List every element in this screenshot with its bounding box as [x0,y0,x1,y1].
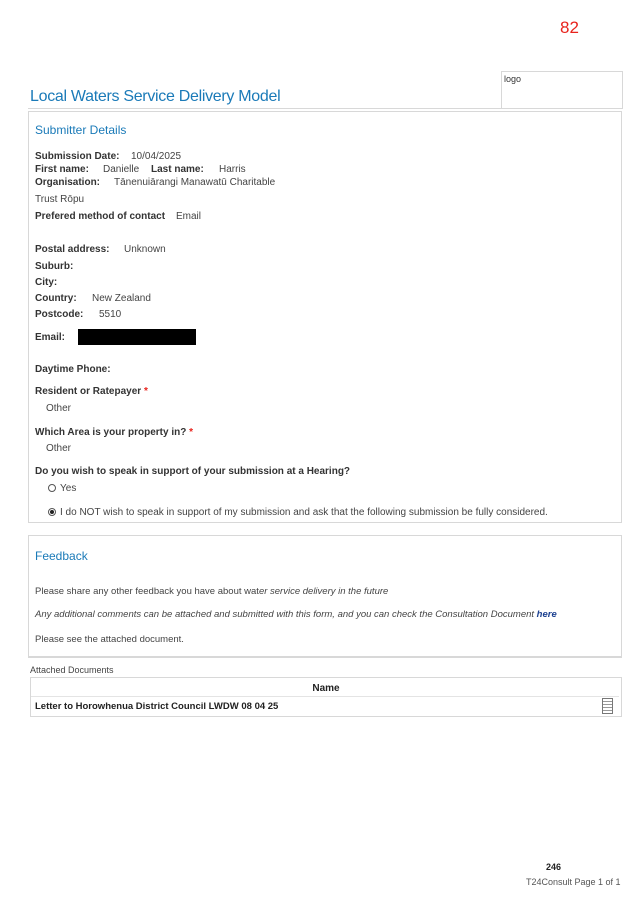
feedback-heading: Feedback [35,549,88,563]
title-divider [28,108,622,109]
resident-value: Other [46,403,72,414]
page-title: Local Waters Service Delivery Model [30,88,281,105]
postcode-value: 5510 [99,309,122,320]
first-name-label: First name: [35,164,89,175]
submission-date-label: Submission Date: [35,151,120,162]
attachments-divider [28,657,622,658]
postcode-label: Postcode: [35,309,84,320]
table-row[interactable] [31,696,619,715]
footer-page-count: 246 [546,862,562,872]
feedback-note-text: Any additional comments can be attached and submitted with this form, and you can check the Consultation Document [35,609,537,620]
postal-address-value: Unknown [124,244,166,255]
email-label: Email: [35,332,66,343]
feedback-prompt [35,586,388,597]
submission-date-value: 10/04/2025 [131,151,182,162]
postal-address-label: Postal address: [35,244,110,255]
radio-icon[interactable] [48,484,56,492]
required-mark: * [189,427,194,438]
page-number: 82 [560,18,579,37]
feedback-prompt-italic: er service delivery in the future [258,586,389,597]
city-label: City: [35,277,58,288]
hearing-yes-label: Yes [60,483,77,494]
table-header-name: Name [312,683,340,694]
organisation-label: Organisation: [35,177,101,188]
country-label: Country: [35,293,77,304]
last-name-label: Last name: [151,164,204,175]
organisation-value-cont: Trust Rōpu [35,194,85,205]
hearing-no-label: I do NOT wish to speak in support of my submission and ask that the following submission be fully considered. [60,507,548,518]
contact-method-value: Email [176,211,202,222]
suburb-label: Suburb: [35,261,74,272]
area-label: Which Area is your property in? [35,427,187,438]
resident-question [35,386,148,397]
attached-documents-table [30,677,622,717]
hearing-no-option[interactable] [48,507,548,518]
feedback-prompt-text: Please share any other feedback you have about wat [35,586,259,597]
footer-text: T24Consult Page 1 of 1 [526,877,621,887]
first-name-value: Danielle [103,164,140,175]
document-name[interactable]: Letter to Horowhenua District Council LWDW 08 04 25 [35,701,279,712]
submitter-details-heading: Submitter Details [35,123,127,137]
logo-placeholder [501,71,623,109]
logo-text: logo [504,74,522,84]
area-question [35,427,193,438]
area-value: Other [46,443,72,454]
last-name-value: Harris [219,164,246,175]
hearing-yes-option[interactable] [48,483,76,494]
resident-label: Resident or Ratepayer [35,386,142,397]
organisation-value: Tānenuiārangi Manawatū Charitable [114,177,276,188]
radio-selected-icon[interactable] [48,508,56,516]
attached-documents-heading: Attached Documents [30,665,114,675]
email-redacted [78,329,196,345]
daytime-phone-label: Daytime Phone: [35,364,111,375]
required-mark: * [143,386,148,397]
country-value: New Zealand [92,293,151,304]
contact-method-label: Prefered method of contact [35,211,166,222]
feedback-answer: Please see the attached document. [35,634,184,645]
consultation-document-link[interactable]: here [536,609,557,620]
document-icon[interactable] [602,698,613,714]
hearing-question: Do you wish to speak in support of your submission at a Hearing? [35,466,351,477]
feedback-note [35,609,557,620]
